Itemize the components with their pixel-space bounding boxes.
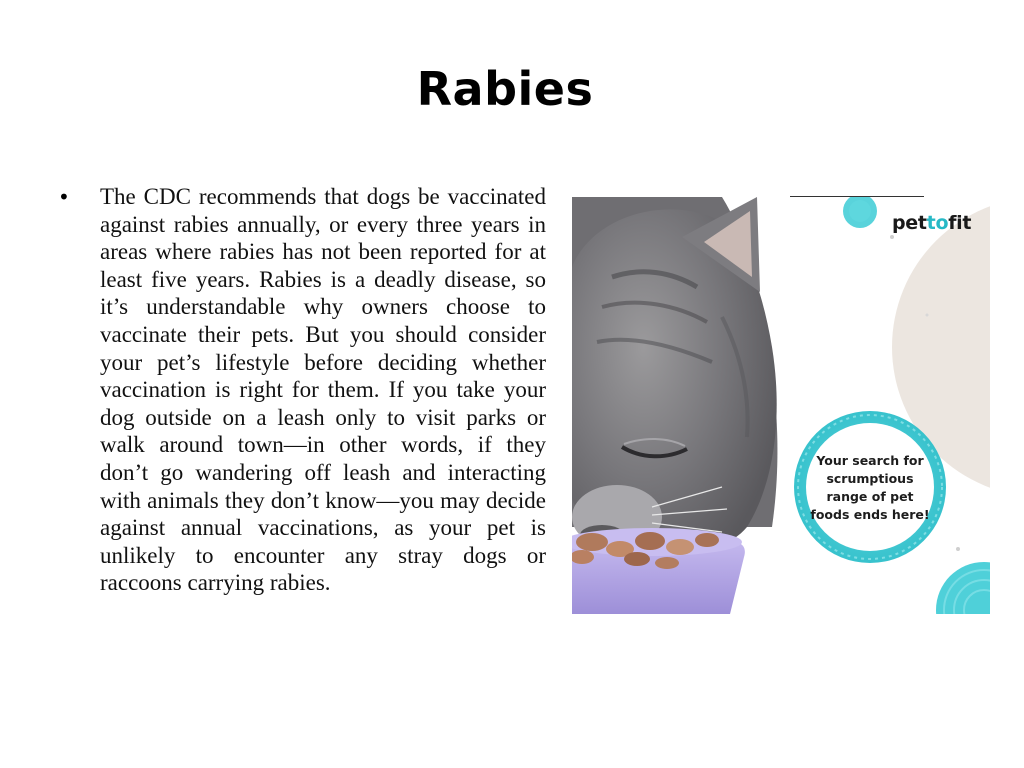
promo-image — [572, 197, 990, 614]
promo-tagline: Your search for scrumptious range of pet foods ends here! — [810, 453, 930, 522]
brand-prefix: pet — [892, 212, 927, 234]
brand-accent: to — [926, 212, 949, 234]
teal-swirl — [936, 562, 990, 614]
food-bowl-icon — [572, 528, 745, 614]
bullet-list — [58, 183, 546, 597]
cat-eating-photo — [572, 197, 990, 614]
brand-suffix: fit — [948, 212, 972, 234]
bullet-marker: • — [58, 185, 70, 209]
cat-figure — [572, 197, 777, 554]
slide-title: Rabies — [416, 62, 594, 116]
brand-logo — [892, 212, 971, 234]
bullet-text: The CDC recommends that dogs be vaccinated against rabies annually, or every three years in areas where rabies has not been reported for at least five years. Rabies is a deadly disease, so it’s understandable why owners choose to vaccinate their pets. But you should consider your pet’s lifestyle before deciding whether vaccination is right for them. If you take your dog outside on a leash only to visit parks or walk around town—in other words, if they don’t go wandering off leash and interacting with animals they don’t know—you may decide against annual vaccinations, as your pet is unlikely to encounter any stray dogs or raccoons carrying rabies. — [100, 184, 546, 596]
